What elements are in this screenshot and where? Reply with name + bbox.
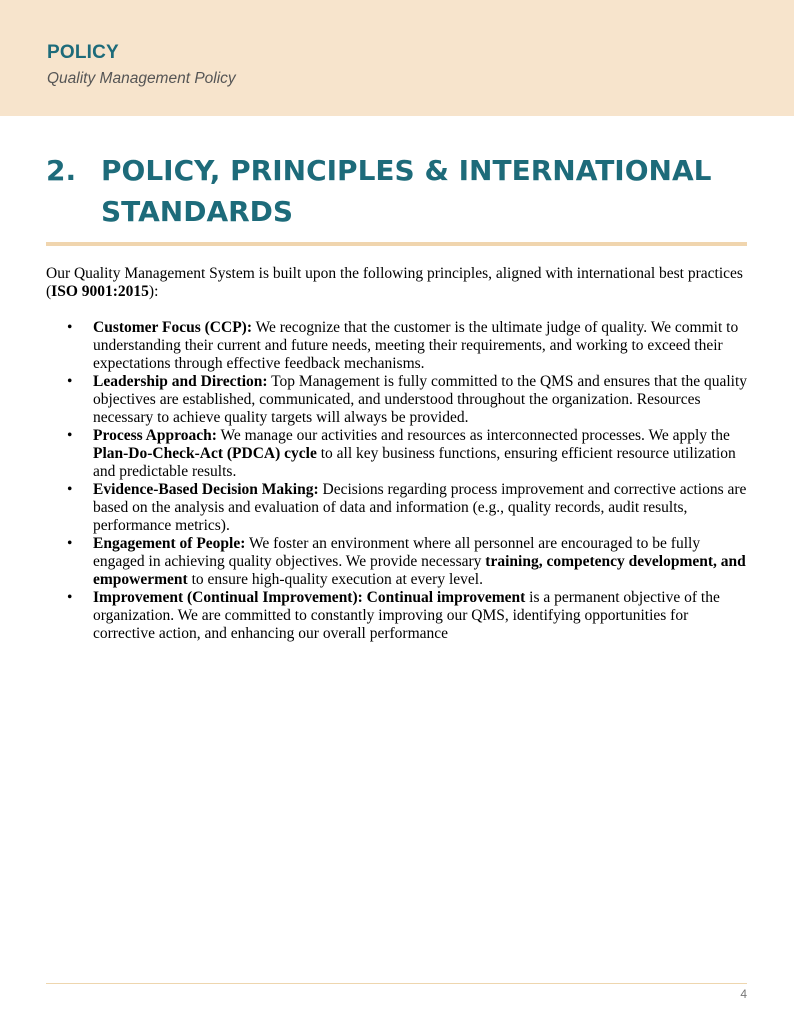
principle-title: Evidence-Based Decision Making: bbox=[93, 481, 319, 498]
principle-text: We manage our activities and resources as interconnected processes. We apply the bbox=[216, 427, 730, 444]
section-title: POLICY, PRINCIPLES & INTERNATIONAL STANDARDS bbox=[101, 154, 712, 228]
principle-text-end: is a permanent objective of the organization. We are committed to constantly improving our QMS, identifying opportunities for corrective action, and enhancing our overall performance bbox=[93, 589, 720, 642]
header-title: POLICY bbox=[47, 42, 119, 63]
page-number: 4 bbox=[740, 987, 747, 1001]
principle-emphasis: Continual improvement bbox=[366, 589, 526, 606]
intro-paragraph bbox=[46, 265, 752, 301]
principle-text-end: to ensure high-quality execution at every level. bbox=[187, 571, 483, 588]
principle-emphasis: Plan-Do-Check-Act (PDCA) cycle bbox=[93, 445, 317, 462]
heading-divider bbox=[46, 242, 747, 246]
bullet-icon: • bbox=[67, 481, 73, 498]
principle-title: Customer Focus (CCP): bbox=[93, 319, 252, 336]
bullet-icon: • bbox=[67, 373, 73, 390]
intro-text-end: ): bbox=[148, 283, 159, 300]
footer-divider bbox=[46, 983, 747, 984]
principle-title: Improvement (Continual Improvement): bbox=[93, 589, 363, 606]
principle-title: Leadership and Direction: bbox=[93, 373, 268, 390]
principle-text: Decisions regarding process improvement and corrective actions are based on the analysis and evaluation of data and information (e.g., quality records, audit results, performance metrics). bbox=[93, 481, 747, 534]
bullet-icon: • bbox=[67, 535, 73, 552]
section-heading bbox=[46, 150, 746, 232]
bullet-icon: • bbox=[67, 427, 73, 444]
header-subtitle: Quality Management Policy bbox=[47, 70, 236, 87]
bullet-icon: • bbox=[67, 589, 73, 606]
principle-emphasis: training, competency development, and empowerment bbox=[93, 553, 746, 588]
intro-text: Our Quality Management System is built upon the following principles, aligned with international best practices ( bbox=[46, 265, 743, 300]
list-item bbox=[46, 427, 752, 481]
principle-text: Top Management is fully committed to the QMS and ensures that the quality objectives are established, communicated, and understood throughout the organization. Resources necessary to achieve quality targets will always be provided. bbox=[93, 373, 748, 426]
list-item bbox=[46, 373, 752, 427]
intro-standard: ISO 9001:2015 bbox=[51, 283, 149, 300]
principle-text-end: to all key business functions, ensuring efficient resource utilization and predictable results. bbox=[93, 445, 736, 480]
list-item bbox=[46, 319, 752, 373]
section-number: 2. bbox=[46, 154, 77, 187]
principle-text: We recognize that the customer is the ultimate judge of quality. We commit to understanding their current and future needs, meeting their requirements, and working to exceed their expectations through effective feedback mechanisms. bbox=[93, 319, 739, 372]
list-item bbox=[46, 481, 752, 535]
bullet-icon: • bbox=[67, 319, 73, 336]
principles-list bbox=[46, 319, 752, 643]
principle-title: Engagement of People: bbox=[93, 535, 246, 552]
principle-text: We foster an environment where all personnel are encouraged to be fully engaged in achieving quality objectives. We provide necessary bbox=[93, 535, 701, 570]
principle-title: Process Approach: bbox=[93, 427, 217, 444]
list-item bbox=[46, 535, 752, 589]
page-header bbox=[0, 0, 794, 116]
list-item bbox=[46, 589, 752, 643]
